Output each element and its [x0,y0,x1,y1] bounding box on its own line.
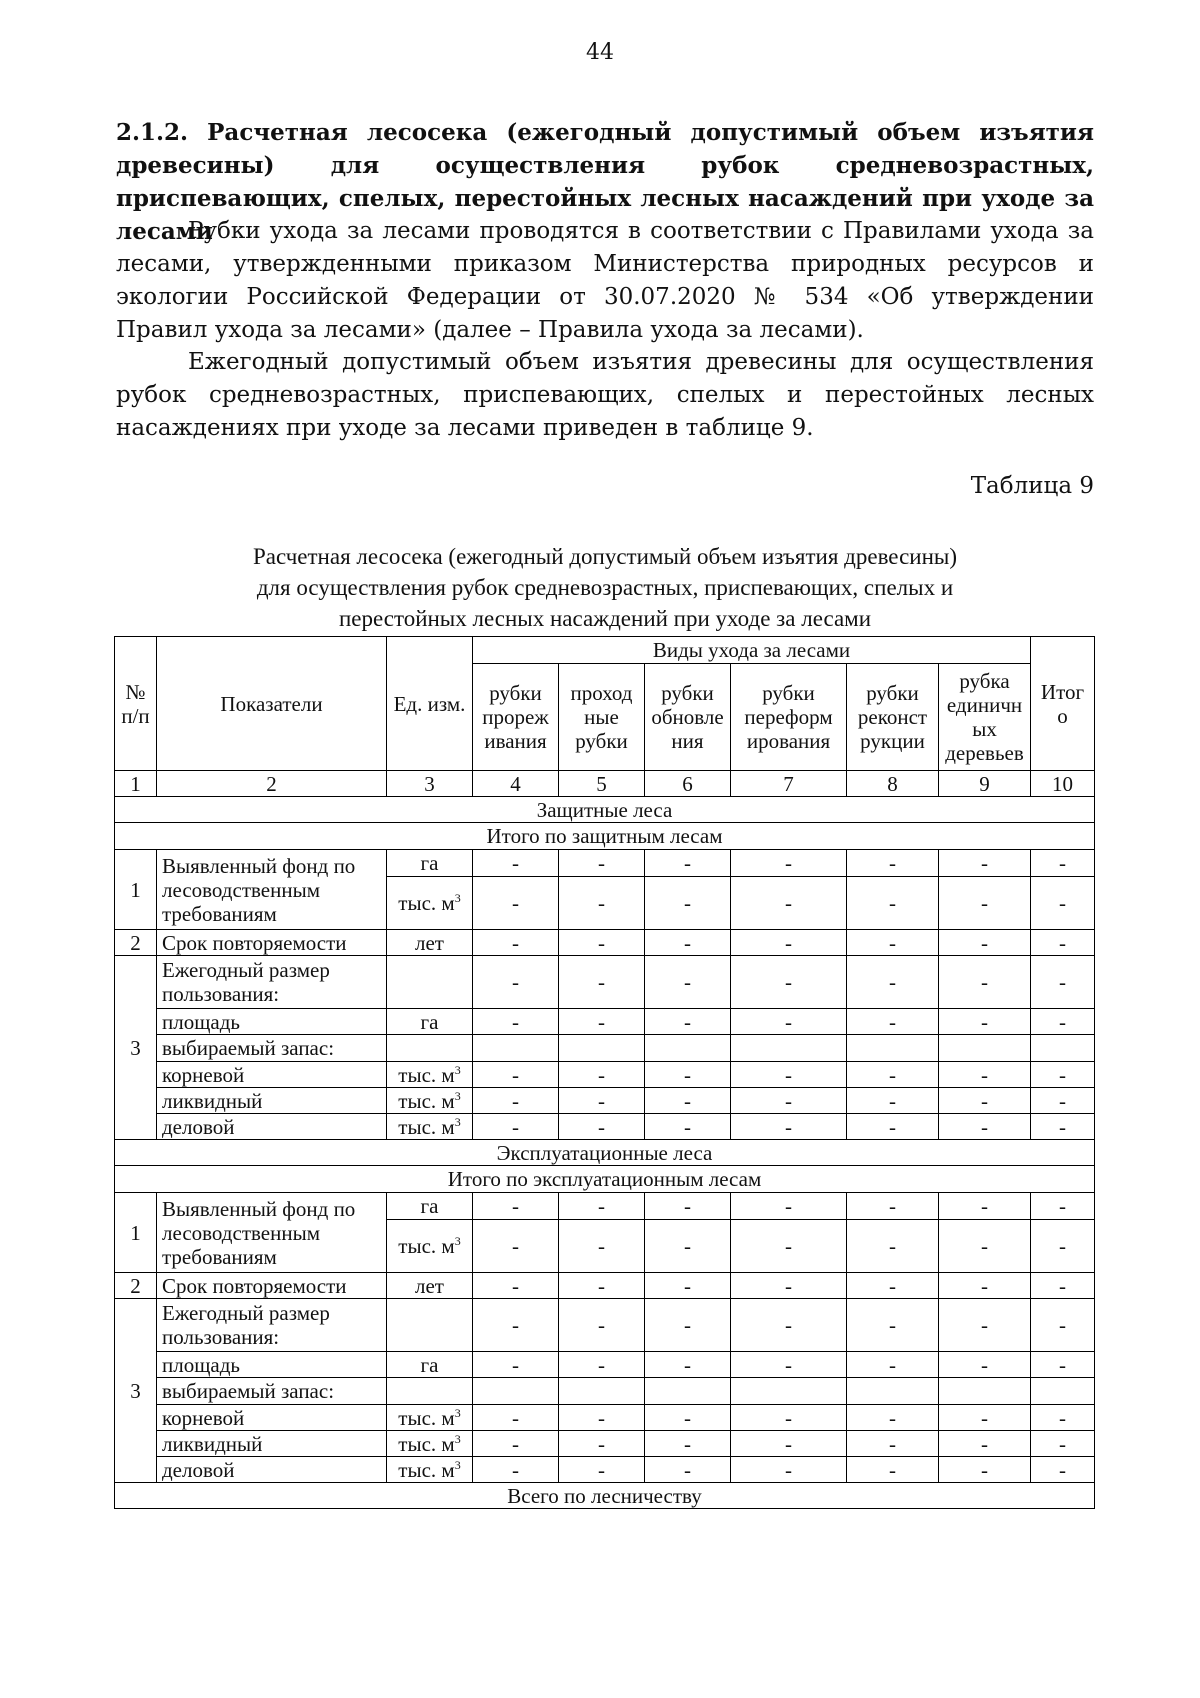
header-col-6: рубки обновле ния [645,664,731,771]
value-cell: - [473,1299,559,1352]
empty-cell [387,1035,473,1062]
empty-cell [473,1035,559,1062]
value-cell: - [645,1009,731,1035]
value-cell: - [939,930,1031,956]
empty-cell [387,1378,473,1405]
section-row: Итого по защитным лесам [115,823,1095,850]
value-cell: - [1031,956,1095,1009]
unit-text: тыс. м [398,1431,455,1456]
value-cell: - [645,1352,731,1378]
value-cell: - [847,1405,939,1431]
value-cell: - [1031,930,1095,956]
empty-cell [559,1378,645,1405]
value-cell: - [939,1299,1031,1352]
indicator-stock: выбираемый запас: [157,1035,387,1062]
header-col-9: рубка единичн ых деревьев [939,664,1031,771]
value-cell: - [939,1009,1031,1035]
value-cell: - [645,956,731,1009]
value-cell: - [847,1431,939,1457]
unit-exponent: 3 [454,891,461,905]
value-cell: - [731,1457,847,1483]
value-cell: - [939,1431,1031,1457]
value-cell: - [473,1220,559,1273]
value-cell: - [1031,1062,1095,1088]
unit-text: тыс. м [398,1457,455,1482]
table-label: Таблица 9 [970,473,1094,499]
value-cell: - [939,1088,1031,1114]
section-row: Всего по лесничеству [115,1483,1095,1509]
paragraph-2: Ежегодный допустимый объем изъятия древесины для осуществления рубок средневозрастных, приспевающих, спелых и перестойных лесных насаждениях при уходе за лесами приведен в таблице 9. [116,349,1094,441]
value-cell: - [473,1193,559,1220]
value-cell: - [473,1114,559,1140]
column-number: 7 [731,771,847,797]
unit-text: тыс. м [398,1405,455,1430]
value-cell: - [645,1273,731,1299]
indicator-root: корневой [157,1062,387,1088]
value-cell: - [559,1405,645,1431]
unit-cell [387,1405,473,1431]
unit-exponent: 3 [454,1431,461,1446]
value-cell: - [939,1273,1031,1299]
value-cell: - [473,956,559,1009]
empty-cell [847,1035,939,1062]
value-cell: - [939,1220,1031,1273]
value-cell: - [731,1273,847,1299]
indicator-fund: Выявленный фонд по лесоводственным требованиям [157,850,387,930]
value-cell: - [1031,1009,1095,1035]
indicator-liquid: ликвидный [157,1431,387,1457]
column-number: 3 [387,771,473,797]
value-cell: - [731,1405,847,1431]
unit-exponent: 3 [454,1088,461,1103]
value-cell: - [731,1114,847,1140]
value-cell: - [731,877,847,930]
section-row: Эксплуатационные леса [115,1140,1095,1166]
value-cell: - [559,1114,645,1140]
row-number: 1 [115,850,157,930]
value-cell: - [473,1062,559,1088]
paragraph-1: Рубки ухода за лесами проводятся в соответствии с Правилами ухода за лесами, утвержденными приказом Министерства природных ресурсов и экологии Российской Федерации от 30.07.2020 № 534 «Об утверждении Правил ухода за лесами» (далее – Правила ухода за лесами). [116,218,1094,343]
value-cell: - [939,1114,1031,1140]
empty-cell [387,956,473,1009]
empty-cell [1031,1378,1095,1405]
value-cell: - [939,1352,1031,1378]
empty-cell [645,1035,731,1062]
unit-cell: га [387,850,473,877]
value-cell: - [939,956,1031,1009]
value-cell: - [939,1457,1031,1483]
value-cell: - [645,1405,731,1431]
indicator-fund: Выявленный фонд по лесоводственным требованиям [157,1193,387,1273]
value-cell: - [731,1220,847,1273]
unit-cell [387,1088,473,1114]
value-cell: - [473,877,559,930]
value-cell: - [559,877,645,930]
value-cell: - [559,850,645,877]
value-cell: - [731,1009,847,1035]
value-cell: - [473,1405,559,1431]
value-cell: - [847,1352,939,1378]
caption-line: для осуществления рубок средневозрастных, приспевающих, спелых и [256,575,954,600]
value-cell: - [731,850,847,877]
value-cell: - [731,1088,847,1114]
value-cell: - [731,1352,847,1378]
value-cell: - [1031,1352,1095,1378]
value-cell: - [559,1352,645,1378]
indicator-liquid: ликвидный [157,1088,387,1114]
value-cell: - [939,1193,1031,1220]
value-cell: - [559,1193,645,1220]
unit-cell: га [387,1193,473,1220]
row-number: 3 [115,1299,157,1483]
header-col-4: рубки прореж ивания [473,664,559,771]
column-number: 10 [1031,771,1095,797]
unit-text: тыс. м [398,1088,455,1113]
empty-cell [731,1378,847,1405]
value-cell: - [559,1220,645,1273]
value-cell: - [473,1088,559,1114]
unit-text: тыс. м [398,1234,455,1258]
row-number: 2 [115,930,157,956]
header-col-8: рубки реконст рукции [847,664,939,771]
header-col-5: проход ные рубки [559,664,645,771]
unit-cell: лет [387,1273,473,1299]
value-cell: - [847,1220,939,1273]
header-indicator: Показатели [157,637,387,771]
unit-exponent: 3 [454,1457,461,1472]
value-cell: - [473,1009,559,1035]
unit-cell: га [387,1352,473,1378]
unit-text: тыс. м [398,1114,455,1139]
unit-exponent: 3 [454,1405,461,1420]
caption-line: Расчетная лесосека (ежегодный допустимый объем изъятия древесины) [252,544,958,569]
value-cell: - [939,1405,1031,1431]
unit-cell [387,1062,473,1088]
unit-exponent: 3 [454,1114,461,1129]
value-cell: - [473,930,559,956]
unit-cell [387,877,473,930]
row-number: 1 [115,1193,157,1273]
unit-exponent: 3 [454,1234,461,1248]
value-cell: - [1031,1431,1095,1457]
indicator-annual: Ежегодный размер пользования: [157,956,387,1009]
value-cell: - [1031,1299,1095,1352]
value-cell: - [645,1299,731,1352]
value-cell: - [559,1009,645,1035]
value-cell: - [559,956,645,1009]
value-cell: - [1031,1457,1095,1483]
value-cell: - [939,1062,1031,1088]
value-cell: - [645,1457,731,1483]
header-unit: Ед. изм. [387,637,473,771]
caption-line: перестойных лесных насаждений при уходе за лесами [338,606,872,631]
value-cell: - [559,1062,645,1088]
value-cell: - [847,1193,939,1220]
section-heading: 2.1.2. Расчетная лесосека (ежегодный допустимый объем изъятия древесины) для осуществления рубок средневозрастных, приспевающих, спелых, перестойных лесных насаждений при уходе за лесами [116,119,1094,245]
empty-cell [645,1378,731,1405]
value-cell: - [847,1273,939,1299]
value-cell: - [645,1193,731,1220]
unit-exponent: 3 [454,1062,461,1077]
section-row: Защитные леса [115,797,1095,823]
indicator-period: Срок повторяемости [157,930,387,956]
empty-cell [847,1378,939,1405]
value-cell: - [731,930,847,956]
unit-cell: га [387,1009,473,1035]
value-cell: - [473,1431,559,1457]
value-cell: - [645,1220,731,1273]
column-number: 8 [847,771,939,797]
value-cell: - [847,1114,939,1140]
indicator-area: площадь [157,1352,387,1378]
value-cell: - [847,1299,939,1352]
value-cell: - [847,956,939,1009]
value-cell: - [473,1273,559,1299]
value-cell: - [847,850,939,877]
forest-cutting-table [114,636,1095,1509]
value-cell: - [1031,1193,1095,1220]
value-cell: - [645,877,731,930]
value-cell: - [559,930,645,956]
column-number: 1 [115,771,157,797]
value-cell: - [473,1457,559,1483]
section-row: Итого по эксплуатационным лесам [115,1166,1095,1193]
value-cell: - [731,1299,847,1352]
empty-cell [939,1378,1031,1405]
table-caption [116,541,1094,634]
unit-text: тыс. м [398,891,455,915]
value-cell: - [847,930,939,956]
value-cell: - [559,1299,645,1352]
value-cell: - [473,850,559,877]
value-cell: - [847,1009,939,1035]
empty-cell [387,1299,473,1352]
unit-cell [387,1457,473,1483]
empty-cell [559,1035,645,1062]
value-cell: - [1031,1114,1095,1140]
page-number: 44 [586,40,614,65]
column-number: 9 [939,771,1031,797]
row-number: 2 [115,1273,157,1299]
value-cell: - [645,1431,731,1457]
value-cell: - [1031,877,1095,930]
header-total: Итог о [1031,637,1095,771]
value-cell: - [939,877,1031,930]
unit-cell [387,1220,473,1273]
empty-cell [473,1378,559,1405]
value-cell: - [645,1062,731,1088]
header-col-7: рубки переформ ирования [731,664,847,771]
unit-cell [387,1431,473,1457]
value-cell: - [559,1457,645,1483]
value-cell: - [559,1431,645,1457]
indicator-business: деловой [157,1114,387,1140]
value-cell: - [1031,850,1095,877]
value-cell: - [645,1114,731,1140]
value-cell: - [731,1193,847,1220]
column-number: 2 [157,771,387,797]
value-cell: - [731,1431,847,1457]
header-group: Виды ухода за лесами [473,637,1031,664]
empty-cell [731,1035,847,1062]
value-cell: - [1031,1220,1095,1273]
indicator-annual: Ежегодный размер пользования: [157,1299,387,1352]
indicator-area: площадь [157,1009,387,1035]
value-cell: - [1031,1273,1095,1299]
value-cell: - [559,1273,645,1299]
value-cell: - [939,850,1031,877]
indicator-business: деловой [157,1457,387,1483]
value-cell: - [847,877,939,930]
indicator-root: корневой [157,1405,387,1431]
column-number: 6 [645,771,731,797]
empty-cell [1031,1035,1095,1062]
empty-cell [939,1035,1031,1062]
value-cell: - [1031,1088,1095,1114]
header-num: № п/п [115,637,157,771]
value-cell: - [473,1352,559,1378]
value-cell: - [1031,1405,1095,1431]
unit-text: тыс. м [398,1062,455,1087]
row-number: 3 [115,956,157,1140]
value-cell: - [645,850,731,877]
column-number: 4 [473,771,559,797]
indicator-stock: выбираемый запас: [157,1378,387,1405]
value-cell: - [645,930,731,956]
column-number: 5 [559,771,645,797]
value-cell: - [731,1062,847,1088]
unit-cell: лет [387,930,473,956]
unit-cell [387,1114,473,1140]
value-cell: - [559,1088,645,1114]
value-cell: - [847,1457,939,1483]
indicator-period: Срок повторяемости [157,1273,387,1299]
value-cell: - [645,1088,731,1114]
value-cell: - [847,1062,939,1088]
value-cell: - [847,1088,939,1114]
value-cell: - [731,956,847,1009]
